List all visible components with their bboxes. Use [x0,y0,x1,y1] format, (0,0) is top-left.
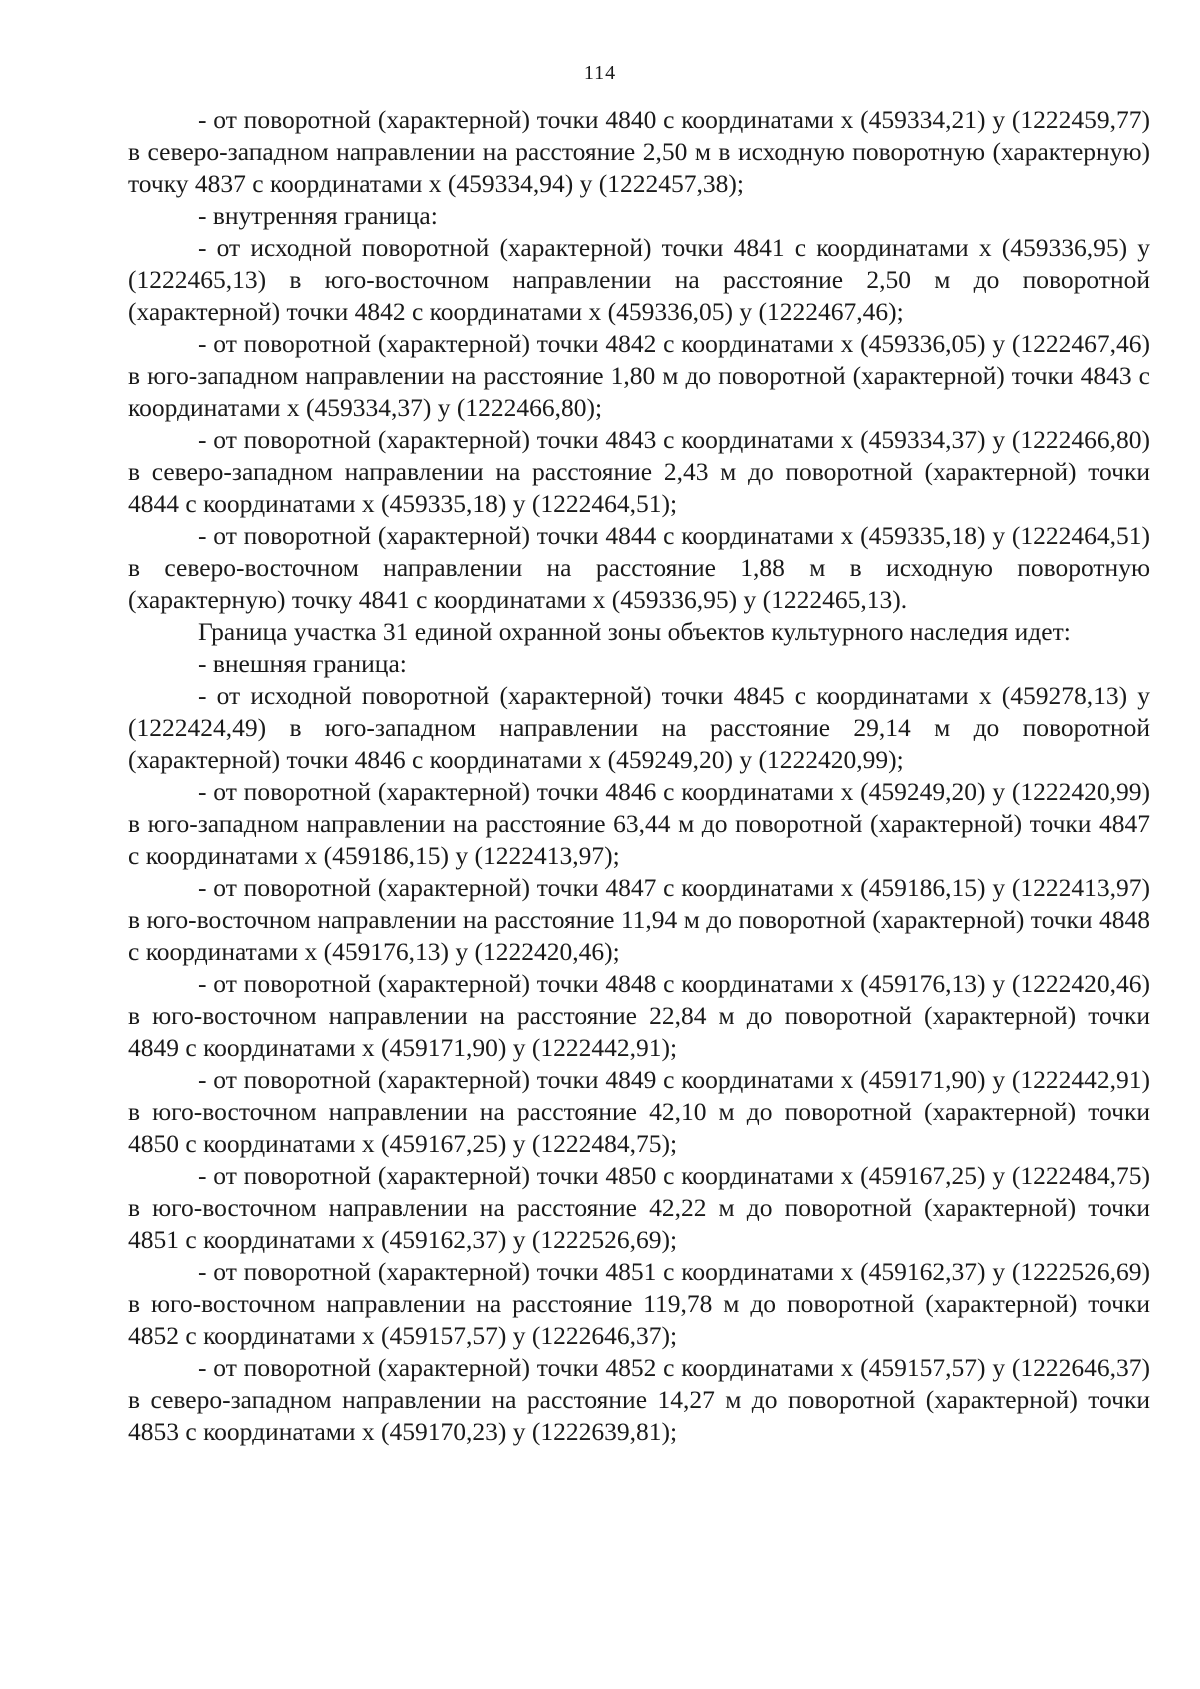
page-number: 114 [583,62,617,84]
document-body [128,104,1150,1448]
paragraph-outer-boundary-heading: - внешняя граница: [198,649,407,678]
paragraph-boundary-segment: - от поворотной (характерной) точки 4843 с координатами x (459334,37) y (1222466,80) в северо-западном направлении на расстояние 2,43 м до поворотной (характерной) точки 4844 с координатами x (459335,18) y (1222464,51); [128,425,1150,518]
paragraph-boundary-segment: - от поворотной (характерной) точки 4850 с координатами x (459167,25) y (1222484,75) в юго-восточном направлении на расстояние 42,22 м до поворотной (характерной) точки 4851 с координатами x (459162,37) y (1222526,69); [128,1161,1150,1254]
paragraph-boundary-segment: - от поворотной (характерной) точки 4847 с координатами x (459186,15) y (1222413,97) в юго-восточном направлении на расстояние 11,94 м до поворотной (характерной) точки 4848 с координатами x (459176,13) y (1222420,46); [128,873,1150,966]
paragraph-boundary-segment: - от поворотной (характерной) точки 4849 с координатами x (459171,90) y (1222442,91) в юго-восточном направлении на расстояние 42,10 м до поворотной (характерной) точки 4850 с координатами x (459167,25) y (1222484,75); [128,1065,1150,1158]
paragraph-boundary-segment: - от поворотной (характерной) точки 4842 с координатами x (459336,05) y (1222467,46) в юго-западном направлении на расстояние 1,80 м до поворотной (характерной) точки 4843 с координатами x (459334,37) y (1222466,80); [128,329,1150,422]
paragraph-section-intro: Граница участка 31 единой охранной зоны объектов культурного наследия идет: [198,617,1071,646]
paragraph-boundary-segment: - от поворотной (характерной) точки 4852 с координатами x (459157,57) y (1222646,37) в северо-западном направлении на расстояние 14,27 м до поворотной (характерной) точки 4853 с координатами x (459170,23) y (1222639,81); [128,1353,1150,1446]
paragraph-boundary-segment: - от поворотной (характерной) точки 4844 с координатами x (459335,18) y (1222464,51) в северо-восточном направлении на расстояние 1,88 м в исходную поворотную (характерную) точку 4841 с координатами x (459336,95) y (1222465,13). [128,521,1150,614]
paragraph-boundary-segment: - от поворотной (характерной) точки 4848 с координатами x (459176,13) y (1222420,46) в юго-восточном направлении на расстояние 22,84 м до поворотной (характерной) точки 4849 с координатами x (459171,90) y (1222442,91); [128,969,1150,1062]
paragraph-boundary-segment: - от поворотной (характерной) точки 4851 с координатами x (459162,37) y (1222526,69) в юго-восточном направлении на расстояние 119,78 м до поворотной (характерной) точки 4852 с координатами x (459157,57) y (1222646,37); [128,1257,1150,1350]
paragraph-boundary-segment: - от исходной поворотной (характерной) точки 4845 с координатами x (459278,13) y (1222424,49) в юго-западном направлении на расстояние 29,14 м до поворотной (характерной) точки 4846 с координатами x (459249,20) y (1222420,99); [128,681,1150,774]
paragraph-inner-boundary-heading: - внутренняя граница: [198,201,438,230]
paragraph-boundary-segment: - от поворотной (характерной) точки 4840 с координатами x (459334,21) y (1222459,77) в северо-западном направлении на расстояние 2,50 м в исходную поворотную (характерную) точку 4837 с координатами x (459334,94) y (1222457,38); [128,105,1150,198]
paragraph-boundary-segment: - от исходной поворотной (характерной) точки 4841 с координатами x (459336,95) y (1222465,13) в юго-восточном направлении на расстояние 2,50 м до поворотной (характерной) точки 4842 с координатами x (459336,05) y (1222467,46); [128,233,1150,326]
paragraph-boundary-segment: - от поворотной (характерной) точки 4846 с координатами x (459249,20) y (1222420,99) в юго-западном направлении на расстояние 63,44 м до поворотной (характерной) точки 4847 с координатами x (459186,15) y (1222413,97); [128,777,1150,870]
